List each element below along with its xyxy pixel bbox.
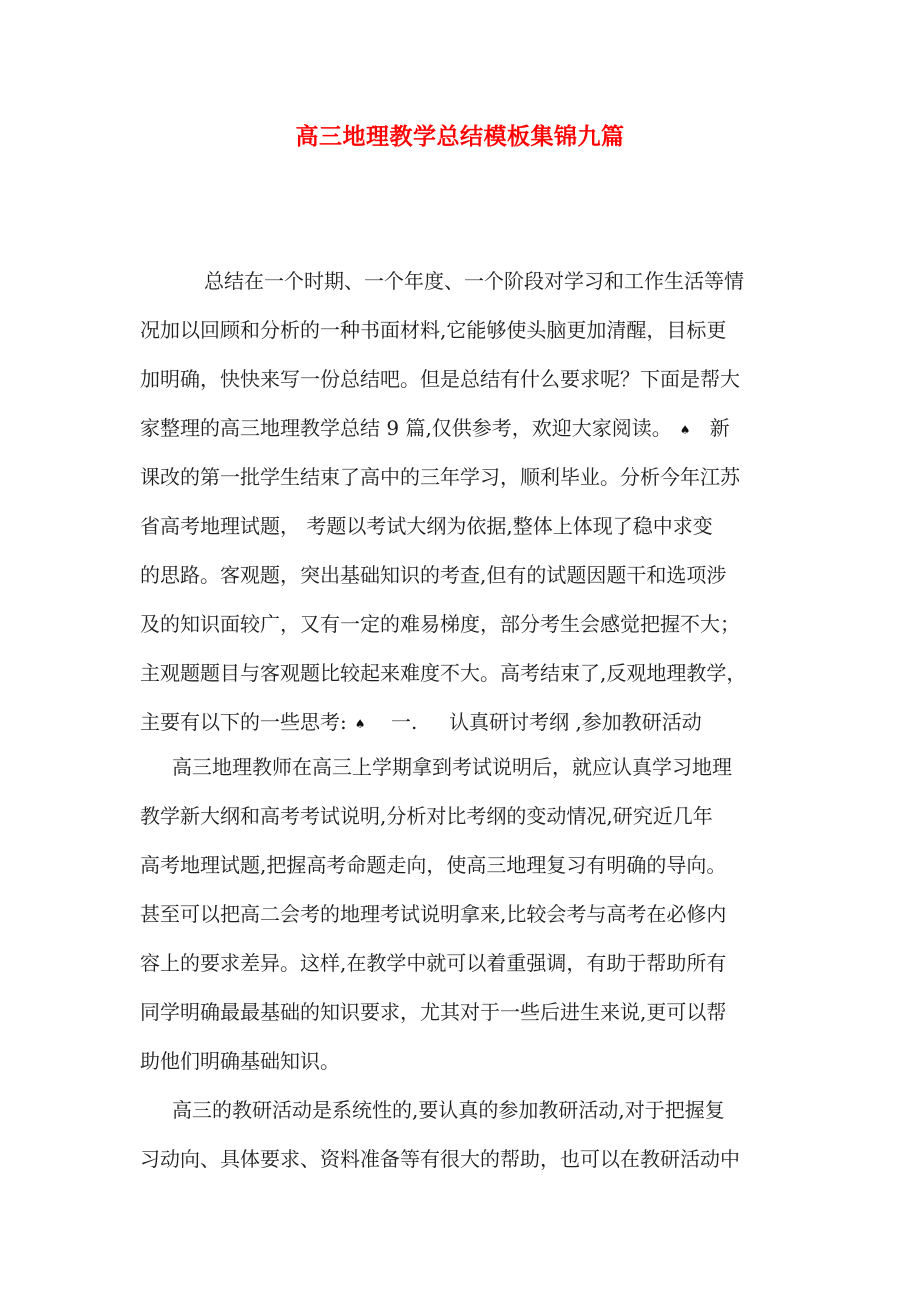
text-line-tail: 一. 认真研讨考纲 ,参加教研活动	[365, 710, 702, 734]
text-line-content: 甚至可以把高二会考的地理考试说明拿来,比较会考与高考在必修内	[140, 902, 727, 926]
text-line	[140, 852, 800, 878]
text-line-content: 高三的教研活动是系统性的,要认真的参加教研活动,对于把握复	[172, 1098, 725, 1122]
text-line-content: 习动向、具体要求、资料准备等有很大的帮助，也可以在教研活动中	[140, 1147, 740, 1171]
text-line-content: 加明确，快快来写一份总结吧。但是总结有什么要求呢？下面是帮大	[140, 367, 740, 391]
text-line	[140, 366, 800, 392]
text-line-content: 高考地理试题,把握高考命题走向，使高三地理复习有明确的导向。	[140, 853, 727, 877]
text-line	[140, 611, 800, 637]
text-line-content: 况加以回顾和分析的一种书面材料,它能够使头脑更加清醒，目标更	[140, 318, 727, 342]
text-line-content: 的思路。客观题，突出基础知识的考查,但有的试题因题干和选项涉	[140, 563, 727, 587]
text-line-content: 同学明确最最基础的知识要求，尤其对于一些后进生来说,更可以帮	[140, 1000, 727, 1024]
text-line-content: 总结在一个时期、一个年度、一个阶段对学习和工作生活等情	[204, 269, 744, 293]
text-line-content: 家整理的高三地理教学总结 9 篇,仅供参考，欢迎大家阅读。	[140, 416, 672, 440]
text-line-content: 及的知识面较广，又有一定的难易梯度，部分考生会感觉把握不大；	[140, 612, 740, 636]
text-line	[140, 950, 800, 976]
document-title: 高三地理教学总结模板集锦九篇	[295, 124, 625, 150]
text-line-content: 省高考地理试题， 考题以考试大纲为依据,整体上体现了稳中求变	[140, 514, 713, 538]
text-line-content: 主观题题目与客观题比较起来难度不大。高考结束了,反观地理教学，	[140, 661, 747, 685]
text-line-content: 课改的第一批学生结束了高中的三年学习，顺利毕业。分析今年江苏	[140, 465, 740, 489]
paragraph-mark-icon: ♠	[679, 422, 691, 437]
text-line	[140, 1048, 800, 1074]
text-line	[140, 803, 800, 829]
text-line	[140, 1146, 800, 1172]
text-line	[140, 709, 800, 737]
text-line	[140, 415, 800, 443]
text-line-content: 容上的要求差异。这样,在教学中就可以着重强调，有助于帮助所有	[140, 951, 727, 975]
text-line	[140, 754, 832, 780]
text-line	[140, 317, 800, 343]
text-line	[140, 268, 864, 294]
text-line	[140, 999, 800, 1025]
text-line	[140, 1097, 832, 1123]
text-line	[140, 513, 800, 539]
paragraph-mark-icon: ♠	[354, 716, 366, 731]
text-line	[140, 901, 800, 927]
text-line-content: 高三地理教师在高三上学期拿到考试说明后，就应认真学习地理	[172, 755, 732, 779]
text-line-content: 教学新大纲和高考考试说明,分析对比考纲的变动情况,研究近几年	[140, 804, 713, 828]
text-line-content: 助他们明确基础知识。	[140, 1049, 340, 1073]
text-line-content: 主要有以下的一些思考:	[140, 710, 347, 734]
text-line-tail: 新	[690, 416, 730, 440]
text-line	[140, 660, 800, 686]
text-line	[140, 464, 800, 490]
text-line	[140, 562, 800, 588]
